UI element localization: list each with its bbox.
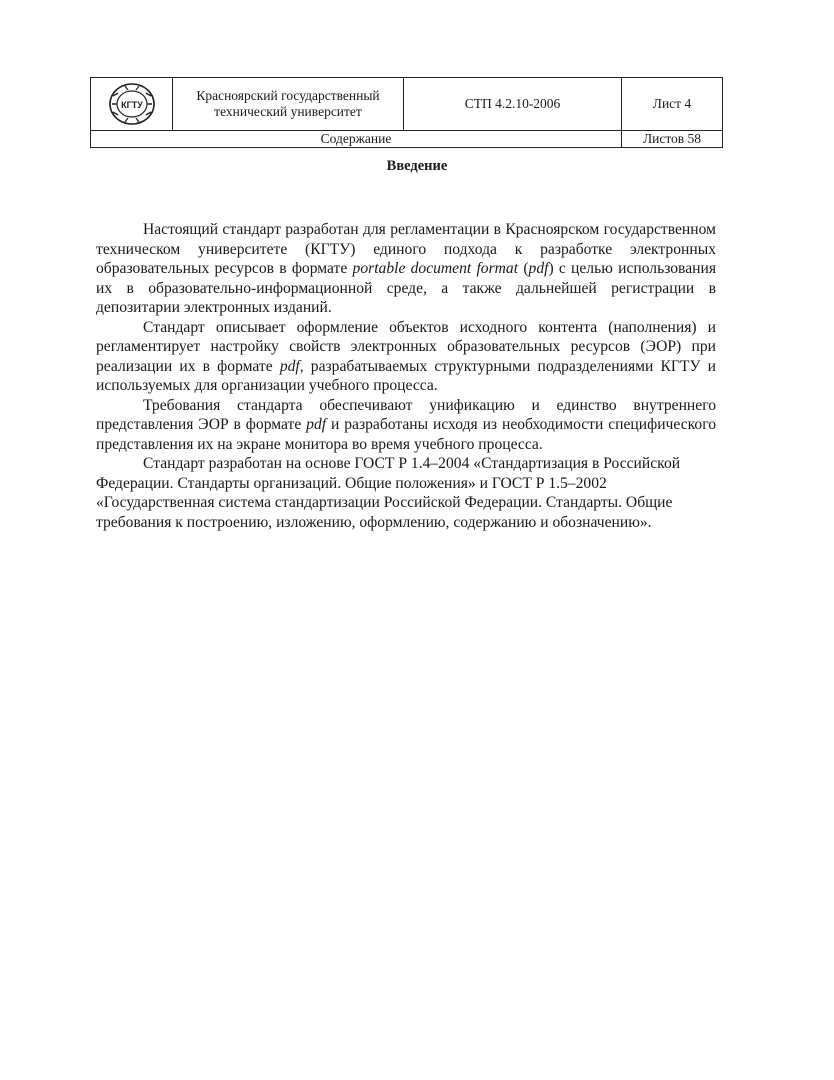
sheets-total: Листов 58 (622, 131, 723, 148)
paragraph-text: ( (518, 260, 529, 277)
paragraph-text: Стандарт описывает оформление объектов исходного контента (наполнения) и регламентирует настройку свойств электронных образовательных ресурсов (ЭОР) при реализации их в формате (96, 318, 716, 375)
paragraph-text: и разработаны исходя из необходимости специфического представления их на экране монитора во время учебного процесса. (96, 416, 717, 453)
header-table (90, 77, 723, 148)
doc-code: СТП 4.2.10-2006 (404, 78, 622, 131)
paragraph-text: Требования стандарта обеспечивают унификацию и единство внутреннего представления ЭОР в формате (96, 396, 716, 433)
sheet-number: Лист 4 (622, 78, 723, 131)
paragraph (96, 396, 716, 455)
university-emblem-icon (107, 81, 157, 127)
paragraph (96, 318, 716, 396)
organization-cell (173, 78, 404, 131)
paragraph (96, 220, 716, 318)
page-title: Введение (386, 158, 448, 174)
section-name: Содержание (91, 131, 622, 148)
organization-name-line1: Красноярский государственный (196, 88, 380, 103)
paragraph-text: , разрабатываемых структурными подразделениями КГТУ и используемых для организации учебного процесса. (96, 357, 716, 394)
italic-term: portable document format (352, 260, 519, 277)
document-body (96, 220, 716, 532)
logo-text: КГТУ (120, 100, 143, 110)
italic-term: pdf (279, 357, 300, 375)
paragraph-text: ) с целью использования их в образовательно-информационной среде, а также дальнейшей регистрации в депозитарии электронных изданий. (96, 260, 716, 316)
paragraph-text: Настоящий стандарт разработан для регламентации в Красноярском государственном техническом университете (КГТУ) единого подхода к разработке электронных образовательных ресурсов в формате (96, 221, 716, 277)
document-header-stamp (90, 77, 722, 147)
paragraph: Стандарт разработан на основе ГОСТ Р 1.4–2004 «Стандартизация в Российской Федерации. Стандарты организаций. Общие положения» и ГОСТ Р 1.5–2002 «Государственная система стандартизации Российской Федерации. Стандарты. Общие требования к построению, изложению, оформлению, содержанию и обозначению». (96, 455, 681, 531)
italic-term: pdf (528, 260, 549, 277)
organization-name-line2: технический университет (214, 104, 362, 119)
university-logo (91, 78, 173, 131)
italic-term: pdf (306, 416, 327, 433)
